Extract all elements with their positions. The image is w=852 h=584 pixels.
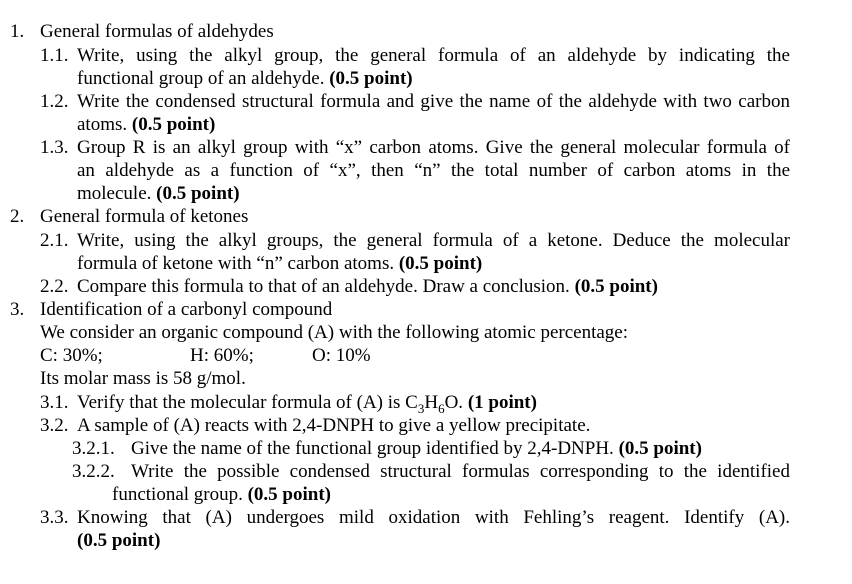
section-3-number: 3. (10, 299, 25, 320)
q2-2-points: (0.5 point) (574, 276, 658, 297)
section-2-number: 2. (10, 206, 25, 227)
q3-2-1-line-1: Give the name of the functional group identified by 2,4-DNPH. (0.5 point) (131, 438, 702, 459)
q3-2-2-points: (0.5 point) (247, 484, 332, 505)
q2-1-line-1: Write, using the alkyl groups, the general formula of a ketone. Deduce the molecular (77, 230, 790, 251)
q2-2-number: 2.2. (40, 276, 69, 297)
q3-1-line-1: Verify that the molecular formula of (A) is $C_3H_6O$. (1 point) (77, 392, 537, 416)
q1-2-line-2: atoms. (0.5 point) (77, 114, 216, 135)
q1-2-line-1: Write the condensed structural formula and give the name of the aldehyde with two carbon (77, 91, 790, 112)
q3-2-line-1: A sample of (A) reacts with 2,4-DNPH to give a yellow precipitate. (77, 415, 591, 436)
q2-1-points: (0.5 point) (398, 253, 483, 274)
q1-3-line-2: an aldehyde as a function of “x”, then “n” the total number of carbon atoms in the (77, 160, 790, 181)
section-3-intro: We consider an organic compound (A) with the following atomic percentage: (40, 322, 628, 343)
percent-oxygen: O: 10% (312, 345, 371, 366)
q3-2-2-line-2: functional group. (0.5 point) (112, 484, 332, 505)
q1-1-points: (0.5 point) (329, 68, 413, 89)
q3-2-2-number: 3.2.2. (72, 461, 115, 482)
section-1-title: General formulas of aldehydes (40, 21, 274, 42)
q3-3-points: (0.5 point) (77, 530, 161, 551)
q1-3-line-1: Group R is an alkyl group with “x” carbon atoms. Give the general molecular formula of (77, 137, 790, 158)
percent-carbon: C: 30%; (40, 345, 103, 366)
q1-1-line-2: functional group of an aldehyde. (0.5 point) (77, 68, 413, 89)
q3-2-number: 3.2. (40, 415, 69, 436)
q3-2-1-points: (0.5 point) (618, 438, 702, 459)
section-1-number: 1. (10, 21, 25, 42)
q1-3-points: (0.5 point) (156, 183, 240, 204)
q1-3-line-3: molecule. (0.5 point) (77, 183, 240, 204)
q1-2-number: 1.2. (40, 91, 69, 112)
section-2-title: General formula of ketones (40, 206, 249, 227)
section-3-title: Identification of a carbonyl compound (40, 299, 333, 320)
percent-hydrogen: H: 60%; (190, 345, 254, 366)
q3-2-1-number: 3.2.1. (72, 438, 115, 459)
q3-3-line-1: Knowing that (A) undergoes mild oxidation with Fehling’s reagent. Identify (A). (77, 507, 790, 528)
q1-2-points: (0.5 point) (131, 114, 216, 135)
molar-mass: Its molar mass is 58 g/mol. (40, 368, 246, 389)
q3-2-2-line-1: Write the possible condensed structural formulas corresponding to the identified (131, 461, 790, 482)
q3-3-number: 3.3. (40, 507, 69, 528)
q2-2-line-1: Compare this formula to that of an aldehyde. Draw a conclusion. (0.5 point) (77, 276, 658, 297)
q2-1-line-2: formula of ketone with “n” carbon atoms. (0.5 point) (77, 253, 483, 274)
q1-3-number: 1.3. (40, 137, 69, 158)
q1-1-number: 1.1. (40, 45, 69, 66)
q1-1-line-1: Write, using the alkyl group, the general formula of an aldehyde by indicating the (77, 45, 790, 66)
q3-1-number: 3.1. (40, 392, 69, 413)
q2-1-number: 2.1. (40, 230, 69, 251)
q3-1-points: (1 point) (467, 392, 537, 413)
